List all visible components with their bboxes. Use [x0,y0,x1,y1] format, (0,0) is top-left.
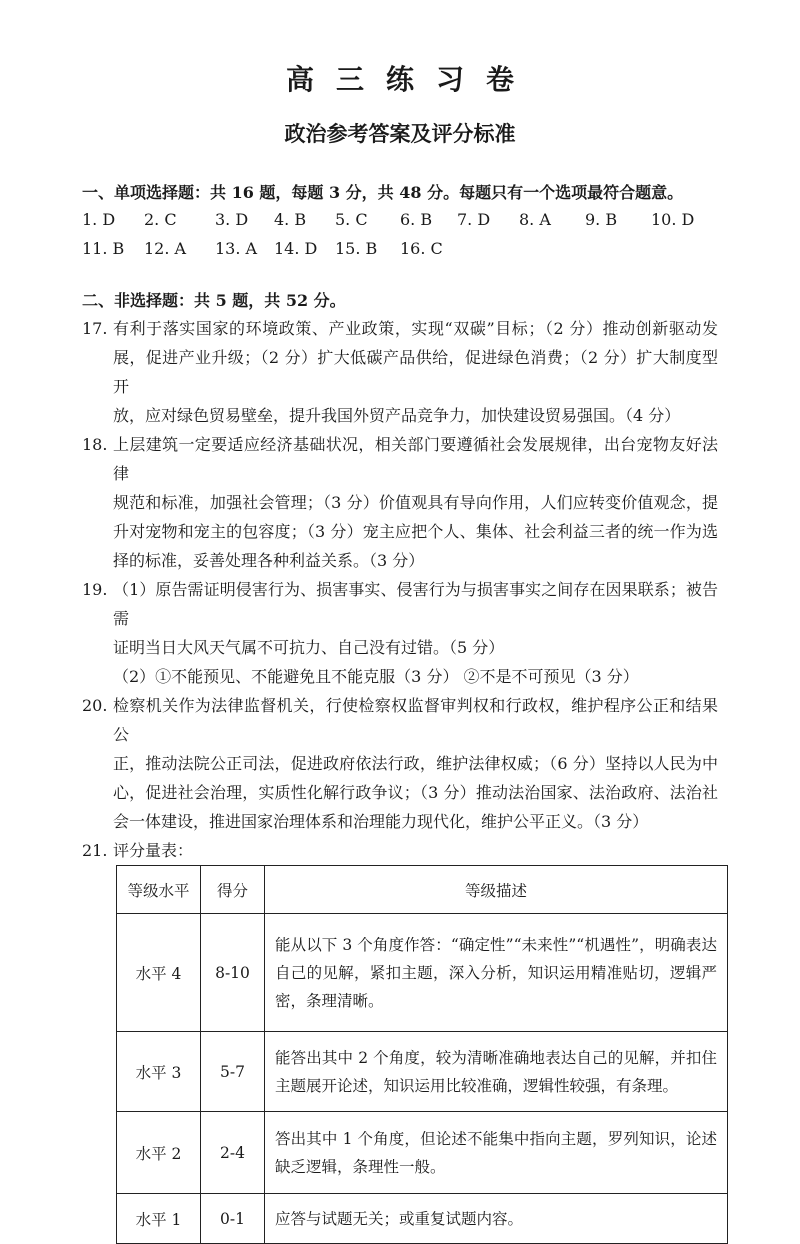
answer-item: 8. A [519,210,551,229]
score-cell: 0-1 [201,1194,265,1244]
header-score: 得分 [201,866,265,914]
question-number: 20. [82,696,108,715]
section-2-heading: 二、非选择题：共 5 题，共 52 分。 [82,291,346,310]
answer-item: 2. C [144,210,177,229]
answer-item: 4. B [274,210,307,229]
answer-item: 15. B [335,239,378,258]
score-cell: 8-10 [201,914,265,1032]
answer-item: 13. A [215,239,258,258]
score-cell: 5-7 [201,1032,265,1112]
page-subtitle: 政治参考答案及评分标准 [284,121,516,146]
score-cell: 2-4 [201,1112,265,1194]
answer-item: 9. B [585,210,618,229]
answer-line [82,430,718,488]
answer-line: （2）①不能预见、不能避免且不能克服（3 分） ②不是不可预见（3 分） [113,667,639,686]
level-cell: 水平 4 [117,914,201,1032]
question-19 [82,575,718,691]
description-cell: 应答与试题无关；或重复试题内容。 [265,1194,728,1244]
table-row [117,914,728,1032]
answer-item: 10. D [651,210,695,229]
answer-line: 升对宠物和宠主的包容度；（3 分）宠主应把个人、集体、社会利益三者的统一作为选 [113,522,718,541]
answer-item: 11. B [82,239,125,258]
level-cell: 水平 1 [117,1194,201,1244]
header-level: 等级水平 [117,866,201,914]
description-cell: 能从以下 3 个角度作答：“确定性”“未来性”“机遇性”，明确表达自己的见解，紧扣主题，深入分析，知识运用精准贴切，逻辑严密，条理清晰。 [265,914,728,1032]
question-number: 19. [82,580,108,599]
answer-line: 心，促进社会治理，实质性化解行政争议；（3 分）推动法治国家、法治政府、法治社 [113,783,718,802]
question-18 [82,430,718,575]
question-answers [82,314,728,865]
answer-text: （1）原告需证明侵害行为、损害事实、侵害行为与损害事实之间存在因果联系；被告需 [113,580,718,628]
section-2-body [82,314,728,1244]
answer-line [82,575,718,633]
answer-text: 评分量表： [113,841,194,860]
answer-item: 3. D [215,210,249,229]
page-title: 高三练习卷 [285,63,536,96]
table-row [117,1194,728,1244]
level-cell: 水平 3 [117,1032,201,1112]
table-row [117,1032,728,1112]
answer-item: 6. B [400,210,433,229]
table-header-row [117,866,728,914]
answer-item: 5. C [335,210,368,229]
answer-line: 证明当日大风天气属不可抗力、自己没有过错。（5 分） [113,638,505,657]
table-row [117,1112,728,1194]
answer-line: 正，推动法院公正司法，促进政府依法行政，维护法律权威；（6 分）坚持以人民为中 [113,754,718,773]
question-number: 17. [82,319,108,338]
answer-line: 放，应对绿色贸易壁垒，提升我国外贸产品竞争力，加快建设贸易强国。（4 分） [113,406,681,425]
question-17 [82,314,718,430]
description-cell: 能答出其中 2 个角度，较为清晰准确地表达自己的见解，并扣住主题展开论述，知识运用比较准确，逻辑性较强，有条理。 [265,1032,728,1112]
answer-text: 检察机关作为法律监督机关，行使检察权监督审判权和行政权，维护程序公正和结果公 [113,696,718,744]
rubric-table [116,865,728,1244]
answer-text: 上层建筑一定要适应经济基础状况，相关部门要遵循社会发展规律，出台宠物友好法律 [113,435,718,483]
question-number: 18. [82,435,108,454]
description-cell: 答出其中 1 个角度，但论述不能集中指向主题，罗列知识，论述缺乏逻辑，条理性一般。 [265,1112,728,1194]
answer-item: 16. C [400,239,443,258]
question-21 [82,836,718,865]
answer-item: 1. D [82,210,116,229]
answer-line: 展，促进产业升级；（2 分）扩大低碳产品供给，促进绿色消费；（2 分）扩大制度型开 [113,348,718,396]
answer-item: 14. D [274,239,318,258]
question-20 [82,691,718,836]
answer-line: 会一体建设，推进国家治理体系和治理能力现代化，维护公平正义。（3 分） [113,812,649,831]
answer-line [82,836,718,865]
answer-item: 12. A [144,239,187,258]
header-description: 等级描述 [265,866,728,914]
answer-item: 7. D [457,210,491,229]
answer-line: 择的标准，妥善处理各种利益关系。（3 分） [113,551,425,570]
section-1-heading: 一、单项选择题：共 16 题，每题 3 分，共 48 分。每题只有一个选项最符合题意。 [82,183,684,202]
question-number: 21. [82,841,108,860]
answer-line [82,314,718,343]
answer-text: 有利于落实国家的环境政策、产业政策，实现“双碳”目标；（2 分）推动创新驱动发 [113,319,718,338]
answer-line [82,691,718,749]
answer-line: 规范和标准，加强社会管理；（3 分）价值观具有导向作用，人们应转变价值观念，提 [113,493,718,512]
level-cell: 水平 2 [117,1112,201,1194]
